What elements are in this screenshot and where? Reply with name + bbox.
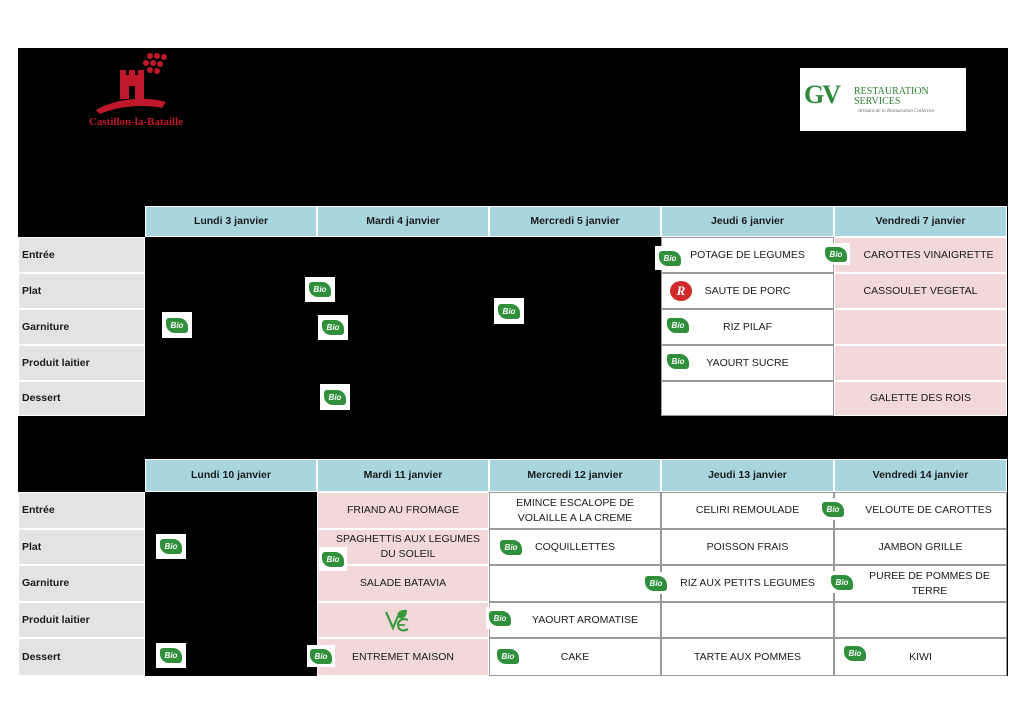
- bio-leaf-icon: Bio: [664, 314, 692, 336]
- week2-vendredi-entree: VELOUTE DE CAROTTES: [834, 492, 1007, 529]
- week2-header-mardi: Mardi 11 janvier: [317, 459, 489, 492]
- week2-header-jeudi: Jeudi 13 janvier: [661, 459, 834, 492]
- week1-jeudi-dessert: [661, 381, 834, 416]
- week1-header-mardi: Mardi 4 janvier: [317, 206, 489, 237]
- bio-leaf-icon: Bio: [841, 642, 869, 664]
- week2-header-mercredi: Mercredi 12 janvier: [489, 459, 661, 492]
- week2-header-vendredi: Vendredi 14 janvier: [834, 459, 1007, 492]
- bio-leaf-icon: Bio: [494, 298, 524, 324]
- week1-vendredi-produit-laitier: [834, 345, 1007, 381]
- vegetarian-leaf-icon: [383, 606, 411, 634]
- bio-leaf-icon: Bio: [318, 315, 348, 340]
- week1-row-label-produit-laitier: Produit laitier: [18, 345, 145, 381]
- week1-vendredi-garniture: [834, 309, 1007, 345]
- castillon-logo-caption: Castillon-la-Bataille: [88, 116, 184, 128]
- bio-leaf-icon: Bio: [828, 571, 856, 593]
- bio-leaf-icon: Bio: [319, 547, 347, 571]
- bio-leaf-icon: Bio: [307, 645, 335, 667]
- gv-logo-line2: SERVICES: [854, 96, 901, 107]
- bio-leaf-icon: Bio: [305, 277, 335, 302]
- week2-mercredi-produit-laitier: YAOURT AROMATISE: [489, 602, 661, 638]
- bio-leaf-icon: Bio: [162, 312, 192, 338]
- castillon-logo: [66, 52, 206, 132]
- week1-row-label-plat: Plat: [18, 273, 145, 309]
- week2-mardi-garniture: SALADE BATAVIA: [317, 565, 489, 602]
- bio-leaf-icon: Bio: [664, 350, 692, 372]
- week2-mercredi-dessert: CAKE: [489, 638, 661, 676]
- week1-header-vendredi: Vendredi 7 janvier: [834, 206, 1007, 237]
- bio-leaf-icon: Bio: [497, 536, 525, 558]
- gv-logo-line1: RESTAURATION: [854, 86, 929, 97]
- week1-row-label-entree: Entrée: [18, 237, 145, 273]
- bio-leaf-icon: Bio: [822, 243, 850, 265]
- week2-jeudi-entree: CELIRI REMOULADE: [661, 492, 834, 529]
- week2-mercredi-entree: EMINCE ESCALOPE DE VOLAILLE A LA CREME: [489, 492, 661, 529]
- week2-mercredi-garniture: [489, 565, 661, 602]
- week1-row-label-dessert: Dessert: [18, 381, 145, 416]
- week1-row-label-garniture: Garniture: [18, 309, 145, 345]
- bio-leaf-icon: Bio: [655, 246, 685, 270]
- week1-jeudi-entree: POTAGE DE LEGUMES: [661, 237, 834, 273]
- label-rouge-icon: R: [666, 279, 696, 303]
- week2-jeudi-plat: POISSON FRAIS: [661, 529, 834, 565]
- week1-vendredi-plat: CASSOULET VEGETAL: [834, 273, 1007, 309]
- gv-restauration-logo: [800, 68, 966, 131]
- week2-mardi-entree: FRIAND AU FROMAGE: [317, 492, 489, 529]
- week2-row-label-garniture: Garniture: [18, 565, 145, 602]
- bio-leaf-icon: Bio: [642, 572, 670, 594]
- week1-jeudi-plat: SAUTE DE PORC: [661, 273, 834, 309]
- week1-jeudi-produit-laitier: YAOURT SUCRE: [661, 345, 834, 381]
- week2-vendredi-produit-laitier: [834, 602, 1007, 638]
- week1-vendredi-entree: CAROTTES VINAIGRETTE: [834, 237, 1007, 273]
- week2-vendredi-dessert: KIWI: [834, 638, 1007, 676]
- gv-logo-mark: GV: [804, 80, 839, 109]
- week2-row-label-dessert: Dessert: [18, 638, 145, 676]
- bio-leaf-icon: Bio: [156, 534, 186, 559]
- vegetarian-icon: [383, 606, 411, 634]
- week2-row-label-plat: Plat: [18, 529, 145, 565]
- week2-mardi-plat: SPAGHETTIS AUX LEGUMES DU SOLEIL: [317, 529, 489, 565]
- week2-jeudi-garniture: RIZ AUX PETITS LEGUMES: [661, 565, 834, 602]
- week2-mardi-dessert: ENTREMET MAISON: [317, 638, 489, 676]
- week1-header-mercredi: Mercredi 5 janvier: [489, 206, 661, 237]
- bio-leaf-icon: Bio: [156, 643, 186, 668]
- week1-header-lundi: Lundi 3 janvier: [145, 206, 317, 237]
- week2-row-label-produit-laitier: Produit laitier: [18, 602, 145, 638]
- castle-icon: [66, 52, 206, 116]
- week2-vendredi-plat: JAMBON GRILLE: [834, 529, 1007, 565]
- bio-leaf-icon: Bio: [486, 607, 514, 629]
- bio-leaf-icon: Bio: [819, 498, 847, 520]
- week1-header-jeudi: Jeudi 6 janvier: [661, 206, 834, 237]
- week2-mercredi-plat: COQUILLETTES: [489, 529, 661, 565]
- week1-jeudi-garniture: RIZ PILAF: [661, 309, 834, 345]
- week1-vendredi-dessert: GALETTE DES ROIS: [834, 381, 1007, 416]
- bio-leaf-icon: Bio: [320, 384, 350, 410]
- week2-jeudi-produit-laitier: [661, 602, 834, 638]
- week2-jeudi-dessert: TARTE AUX POMMES: [661, 638, 834, 676]
- week2-row-label-entree: Entrée: [18, 492, 145, 529]
- week2-vendredi-garniture: PUREE DE POMMES DE TERRE: [834, 565, 1007, 602]
- bio-leaf-icon: Bio: [494, 645, 522, 667]
- week2-header-lundi: Lundi 10 janvier: [145, 459, 317, 492]
- gv-logo-tagline: Artisans de la Restauration Collective: [858, 109, 935, 114]
